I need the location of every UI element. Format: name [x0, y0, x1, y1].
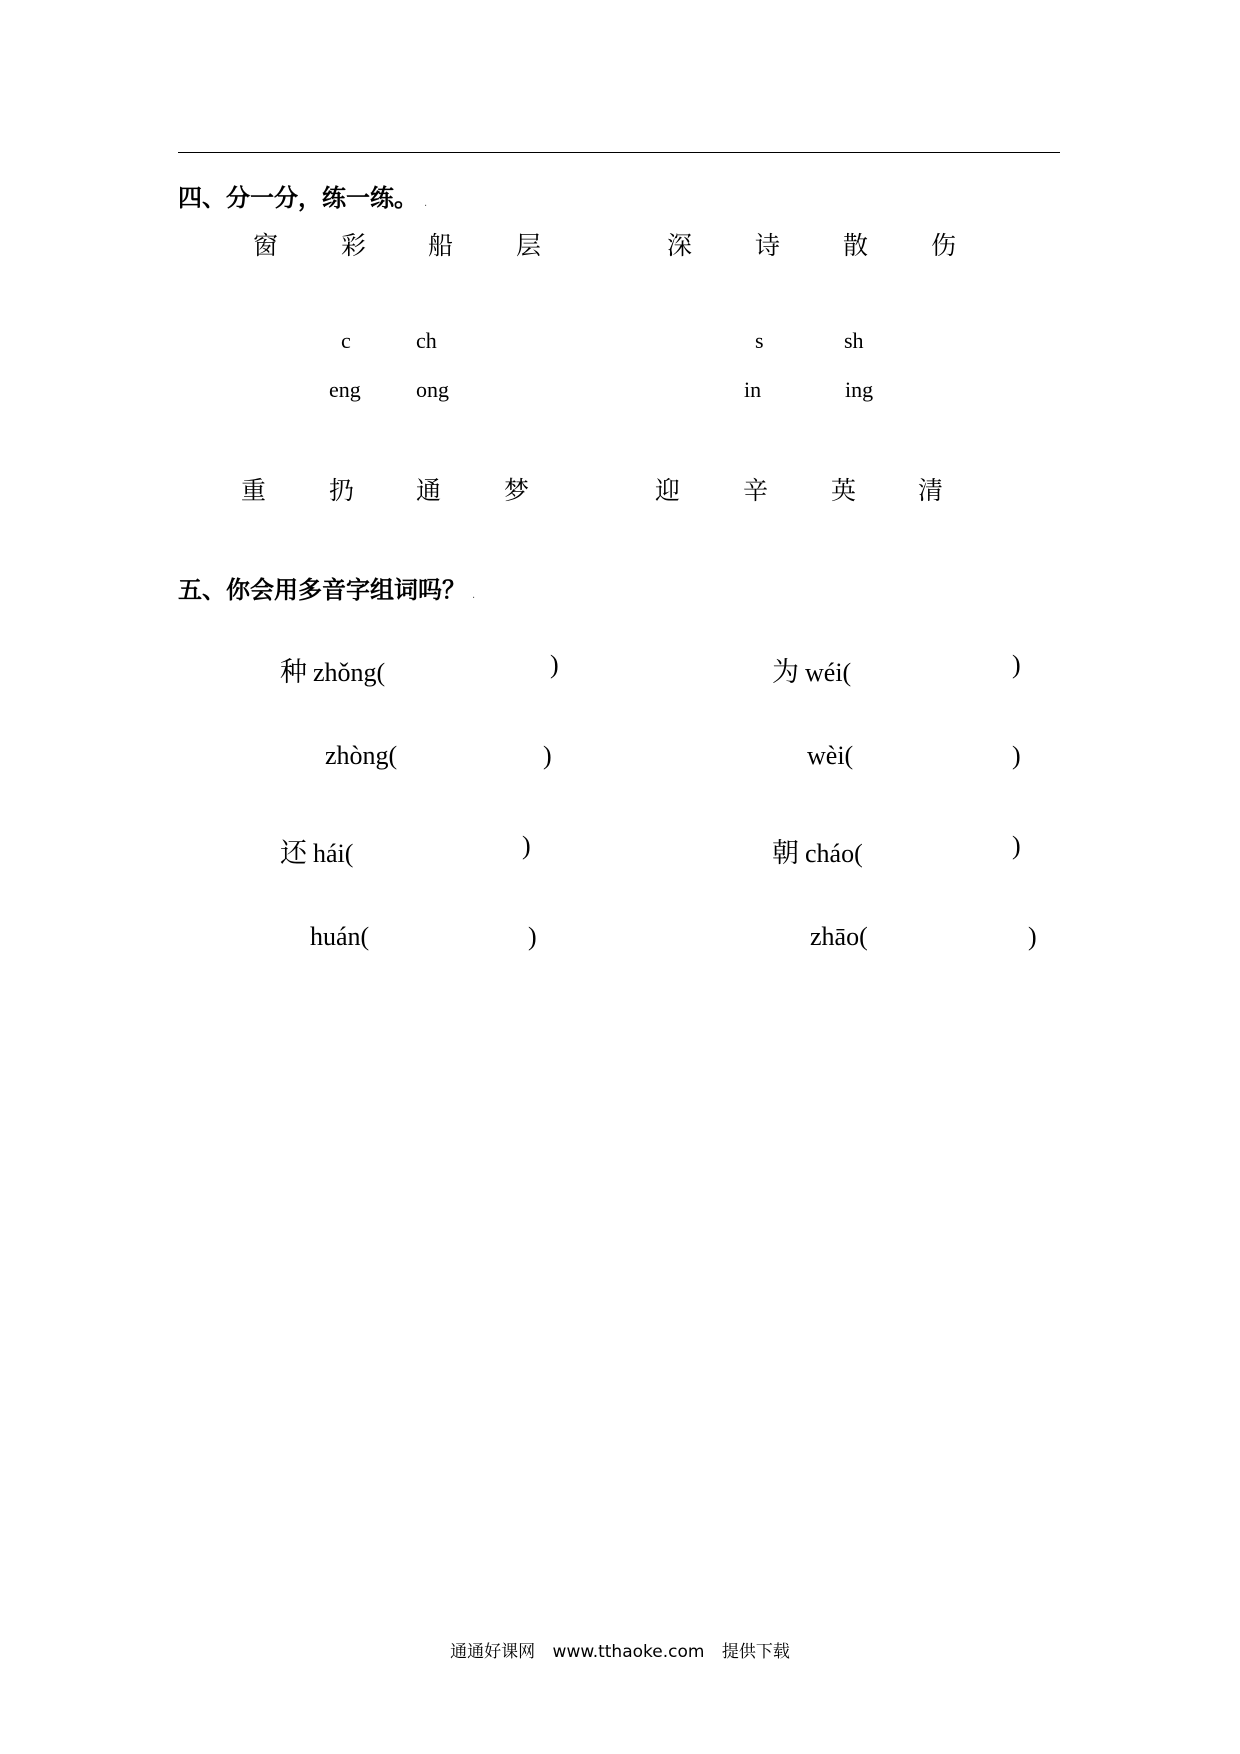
- paren-close: ): [522, 831, 531, 860]
- paren-close: ): [1012, 741, 1021, 770]
- paren-close: ): [1012, 831, 1021, 860]
- char-shen: 深: [667, 231, 693, 260]
- polyphone-item: [772, 650, 1062, 686]
- polyphone-hanzi: 还: [280, 838, 307, 869]
- initial-ch: ch: [416, 328, 437, 353]
- polyphone-pinyin: wèi: [807, 741, 845, 770]
- section-4-heading: [178, 178, 427, 213]
- paren-open: (: [376, 658, 386, 687]
- polyphone-item: [772, 831, 1062, 867]
- char-qing: 清: [918, 476, 944, 505]
- final-eng: eng: [329, 377, 361, 402]
- polyphone-pinyin: wéi: [805, 658, 843, 687]
- polyphone-hanzi: 种: [280, 657, 307, 688]
- char-ying2: 英: [831, 476, 857, 505]
- polyphone-item: [280, 831, 550, 867]
- paren-open: (: [360, 922, 370, 951]
- paren-open: (: [859, 922, 868, 951]
- paren-close: ): [1012, 650, 1021, 679]
- section-4-title-mark: .: [424, 198, 428, 209]
- paren-open: (: [854, 839, 863, 868]
- footer: [0, 1637, 1240, 1662]
- paren-open: (: [388, 741, 398, 770]
- polyphone-item: [325, 741, 575, 777]
- polyphone-pinyin: hái: [313, 839, 345, 868]
- polyphone-item: [310, 922, 560, 958]
- char-shi: 诗: [755, 231, 781, 260]
- paren-open: (: [842, 658, 852, 687]
- char-reng: 扔: [329, 476, 355, 505]
- char-chuang: 窗: [253, 231, 279, 260]
- polyphone-item: [807, 741, 1057, 777]
- final-ing: ing: [845, 377, 874, 402]
- char-cai: 彩: [341, 231, 367, 260]
- polyphone-hanzi: 为: [772, 657, 799, 688]
- footer-suffix: 提供下载: [721, 1642, 790, 1662]
- paren-close: ): [1028, 922, 1037, 951]
- paren-open: (: [844, 741, 854, 770]
- polyphone-pinyin: cháo: [805, 839, 855, 868]
- polyphone-pinyin: zhǒng: [313, 658, 377, 687]
- polyphone-hanzi: 朝: [772, 838, 799, 869]
- char-san: 散: [843, 231, 869, 260]
- footer-site-name: 通通好课网: [450, 1642, 536, 1662]
- section-5-title-mark: .: [472, 590, 476, 601]
- polyphone-item: [810, 922, 1070, 958]
- polyphone-pinyin: zhòng: [325, 741, 389, 770]
- char-xin: 辛: [743, 476, 769, 505]
- paren-close: ): [550, 650, 559, 679]
- polyphone-item: [280, 650, 570, 686]
- section-5-title: 五、你会用多音字组词吗？: [178, 576, 466, 604]
- char-meng: 梦: [504, 476, 530, 505]
- paren-open: (: [344, 839, 354, 868]
- polyphone-pinyin: huán: [310, 922, 361, 951]
- char-ying: 迎: [655, 476, 681, 505]
- paren-close: ): [528, 922, 537, 951]
- char-ceng: 层: [516, 231, 542, 260]
- polyphone-pinyin: zhāo: [810, 922, 860, 951]
- header-rule: [178, 152, 1060, 153]
- char-zhong: 重: [241, 476, 267, 505]
- footer-url[interactable]: www.tthaoke.com: [552, 1642, 705, 1662]
- final-in: in: [744, 377, 762, 402]
- final-ong: ong: [416, 377, 449, 402]
- char-shang: 伤: [931, 231, 957, 260]
- char-tong: 通: [416, 476, 442, 505]
- initial-sh: sh: [844, 328, 864, 353]
- section-5-heading: [178, 570, 475, 605]
- initial-c: c: [341, 328, 351, 353]
- section-4-title: 四、分一分，练一练。: [178, 184, 418, 212]
- initial-s: s: [755, 328, 764, 353]
- char-chuan: 船: [428, 231, 454, 260]
- paren-close: ): [543, 741, 552, 770]
